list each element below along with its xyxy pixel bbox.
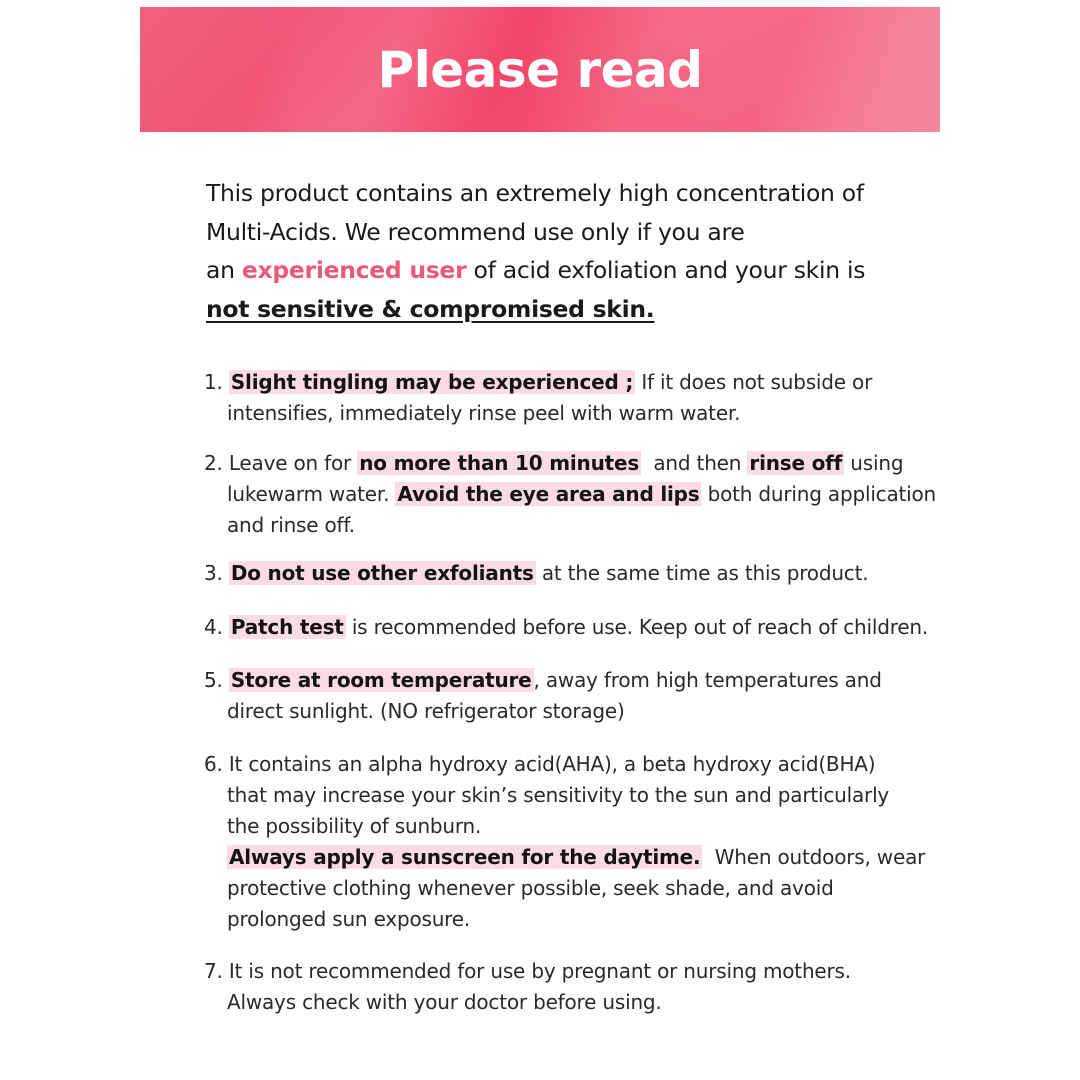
list-item-row — [204, 842, 926, 873]
list-item-row — [204, 558, 904, 589]
highlight-text: no more than 10 minutes — [359, 451, 640, 475]
item-text: It is not recommended for use by pregnant or nursing mothers. — [228, 959, 851, 983]
list-item-row — [204, 367, 904, 398]
highlight-text: rinse off — [749, 451, 843, 475]
intro-text: of acid exfoliation and your skin is — [466, 256, 866, 284]
header-banner — [140, 7, 940, 132]
intro-line: Multi-Acids. We recommend use only if you are — [206, 217, 745, 246]
item-text: using — [844, 451, 904, 475]
list-item-row — [204, 956, 904, 987]
list-item-row: that may increase your skin’s sensitivity to the sun and particularly — [227, 783, 890, 807]
list-item-row: the possibility of sunburn. — [227, 814, 482, 838]
list-item — [204, 612, 929, 643]
skin-warning-underlined: not sensitive & compromised skin. — [206, 294, 655, 323]
intro-paragraph — [206, 174, 906, 328]
item-text: , away from high temperatures and — [533, 668, 882, 692]
list-item — [204, 749, 926, 935]
list-item-row: protective clothing whenever possible, seek shade, and avoid — [227, 876, 834, 900]
item-text: lukewarm water. — [227, 482, 396, 506]
item-text: It contains an alpha hydroxy acid(AHA), a beta hydroxy acid(BHA) — [228, 752, 876, 776]
item-text: Leave on for — [228, 451, 358, 475]
highlight-text: Always apply a sunscreen for the daytime. — [229, 845, 701, 869]
highlight-text: Store at room temperature — [230, 668, 532, 692]
item-number: 3. — [204, 561, 229, 585]
list-item-row: and rinse off. — [227, 513, 355, 537]
list-item-row — [204, 749, 904, 780]
list-item-row — [204, 479, 937, 510]
highlight-text: Slight tingling may be experienced ; — [230, 370, 634, 394]
list-item — [204, 558, 904, 589]
list-item-row: intensifies, immediately rinse peel with warm water. — [227, 401, 741, 425]
item-text: at the same time as this product. — [535, 561, 869, 585]
list-item — [204, 665, 904, 727]
list-item-row: prolonged sun exposure. — [227, 907, 471, 931]
intro-line: This product contains an extremely high concentration of — [206, 179, 864, 207]
item-number: 4. — [204, 615, 229, 639]
list-item — [204, 956, 904, 1018]
intro-line — [206, 290, 906, 329]
item-number: 5. — [204, 668, 229, 692]
experienced-user-highlight: experienced user — [241, 256, 467, 284]
item-number: 1. — [204, 370, 229, 394]
item-number: 6. — [204, 752, 229, 776]
intro-line — [206, 251, 906, 290]
item-number: 7. — [204, 959, 229, 983]
highlight-text: Do not use other exfoliants — [230, 561, 534, 585]
highlight-text: Patch test — [230, 615, 344, 639]
highlight-text: Avoid the eye area and lips — [397, 482, 700, 506]
item-text: and then — [641, 451, 748, 475]
list-item-row: Always check with your doctor before using. — [227, 990, 662, 1014]
list-item — [204, 448, 937, 541]
item-text: If it does not subside or — [635, 370, 873, 394]
list-item — [204, 367, 904, 429]
item-text: When outdoors, wear — [702, 845, 926, 869]
item-text: both during application — [701, 482, 937, 506]
list-item-row — [204, 612, 929, 643]
item-number: 2. — [204, 451, 229, 475]
list-item-row — [204, 665, 904, 696]
intro-text: an — [206, 256, 242, 284]
item-text: is recommended before use. Keep out of reach of children. — [345, 615, 929, 639]
list-item-row — [204, 448, 904, 479]
page-title: Please read — [377, 40, 703, 99]
list-item-row: direct sunlight. (NO refrigerator storage) — [227, 699, 625, 723]
